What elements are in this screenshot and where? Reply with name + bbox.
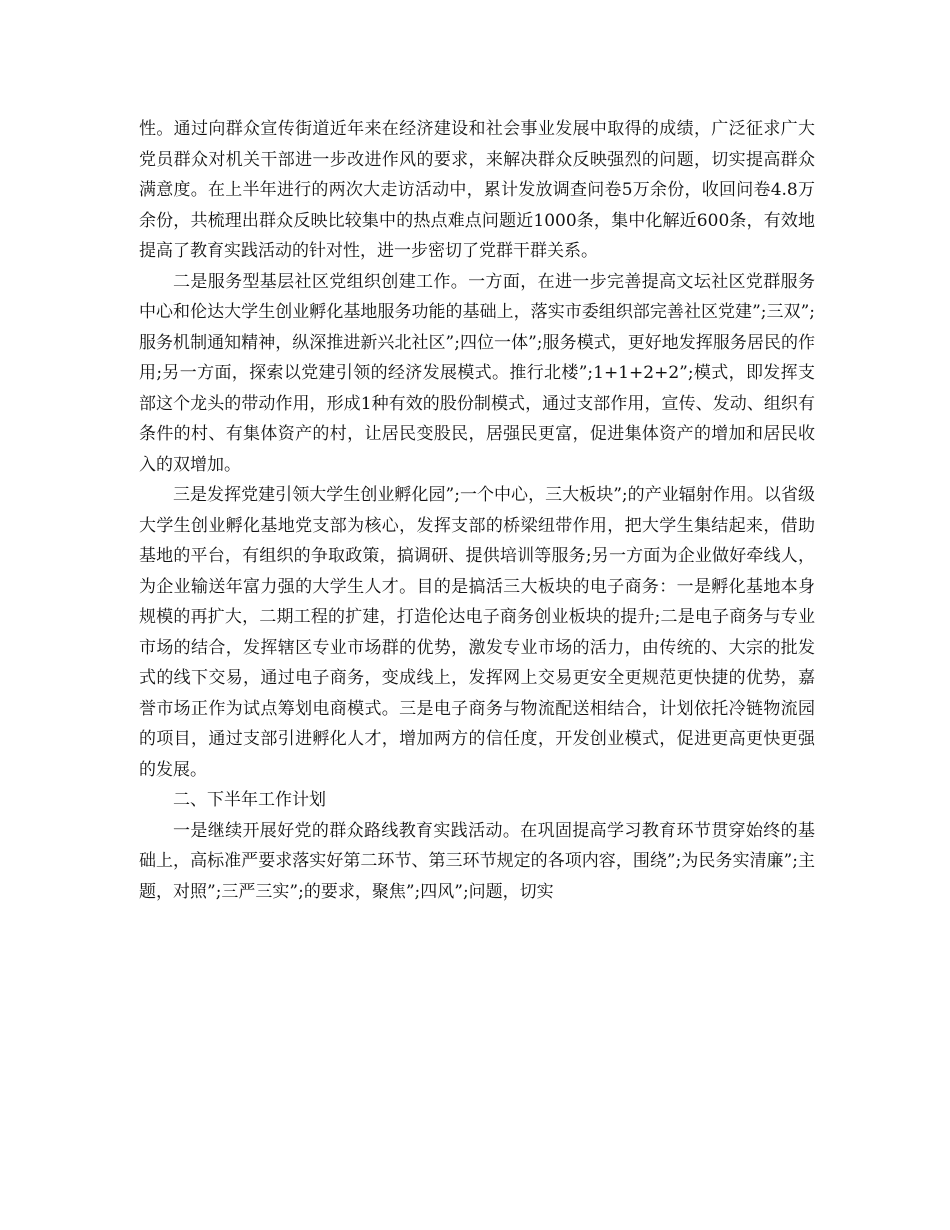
document-body <box>139 114 815 907</box>
paragraph-mass-line: 一是继续开展好党的群众路线教育实践活动。在巩固提高学习教育环节贯穿始终的基础上，高标准严要求落实好第二环节、第三环节规定的各项内容，围绕”;为民务实清廉”;主题，对照”;三严三实”;的要求，聚焦”;四风”;问题，切实 <box>139 820 815 902</box>
paragraph-incubator: 三是发挥党建引领大学生创业孵化园”;一个中心，三大板块”;的产业辐射作用。以省级大学生创业孵化基地党支部为核心，发挥支部的桥梁纽带作用，把大学生集结起来，借助基地的平台，有组织的争取政策，搞调研、提供培训等服务;另一方面为企业做好牵线人，为企业输送年富力强的大学生人才。目的是搞活三大板块的电子商务：一是孵化基地本身规模的再扩大，二期工程的扩建，打造伦达电子商务创业板块的提升;二是电子商务与专业市场的结合，发挥辖区专业市场群的优势，激发专业市场的活力，由传统的、大宗的批发式的线下交易，通过电子商务，变成线上，发挥网上交易更安全更规范更快捷的优势，嘉誉市场正作为试点筹划电商模式。三是电子商务与物流配送相结合，计划依托冷链物流园的项目，通过支部引进孵化人才，增加两方的信任度，开发创业模式，促进更高更快更强的发展。 <box>139 485 815 780</box>
paragraph-service-community: 二是服务型基层社区党组织创建工作。一方面，在进一步完善提高文坛社区党群服务中心和伦达大学生创业孵化基地服务功能的基础上，落实市委组织部完善社区党建”;三双”;服务机制通知精神，纵深推进新兴北社区”;四位一体”;服务模式，更好地发挥服务居民的作用;另一方面，探索以党建引领的经济发展模式。推行北楼”;1+1+2+2”;模式，即发挥支部这个龙头的带动作用，形成1种有效的股份制模式，通过支部作用，宣传、发动、组织有条件的村、有集体资产的村，让居民变股民，居强民更富，促进集体资产的增加和居民收入的双增加。 <box>139 271 815 475</box>
section-heading-second-half-plan: 二、下半年工作计划 <box>173 790 326 810</box>
paragraph-continuation: 性。通过向群众宣传街道近年来在经济建设和社会事业发展中取得的成绩，广泛征求广大党员群众对机关干部进一步改进作风的要求，来解决群众反映强烈的问题，切实提高群众满意度。在上半年进行的两次大走访活动中，累计发放调查问卷5万余份，收回问卷4.8万余份，共梳理出群众反映比较集中的热点难点问题近1000条，集中化解近600条，有效地提高了教育实践活动的针对性，进一步密切了党群干群关系。 <box>139 119 815 261</box>
